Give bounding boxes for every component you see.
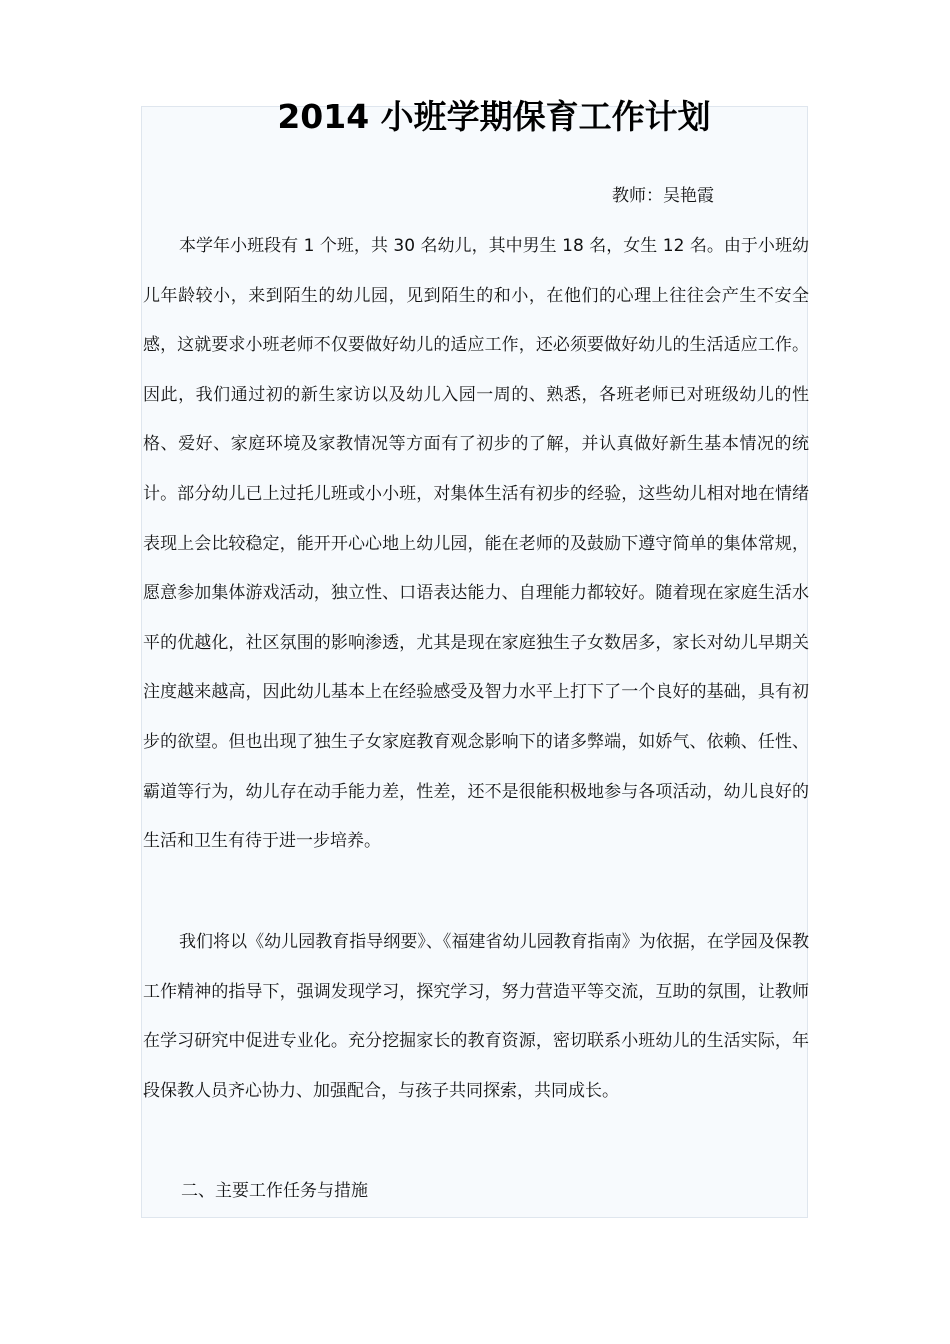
author-line: 教师：吴艳霞 [612,186,714,206]
paragraph-guiding-principles: 我们将以《幼儿园教育指导纲要》、《福建省幼儿园教育指南》为依据，在学园及保教工作精神的指导下，强调发现学习，探究学习，努力营造平等交流，互助的氛围，让教师在学习研究中促进专业化。充分挖掘家长的教育资源，密切联系小班幼儿的生活实际，年段保教人员齐心协力、加强配合，与孩子共同探索，共同成长。 [143,932,809,1101]
section-heading: 二、主要工作任务与措施 [181,1181,368,1201]
paragraph-class-overview: 本学年小班段有 1 个班，共 30 名幼儿，其中男生 18 名，女生 12 名。由于小班幼儿年龄较小，来到陌生的幼儿园，见到陌生的和小，在他们的心理上往往会产生不安全感，这就要求小班老师不仅要做好幼儿的适应工作，还必须要做好幼儿的生活适应工作。因此，我们通过初的新生家访以及幼儿入园一周的、熟悉，各班老师已对班级幼儿的性格、爱好、家庭环境及家教情况等方面有了初步的了解，并认真做好新生基本情况的统计。部分幼儿已上过托儿班或小小班，对集体生活有初步的经验，这些幼儿相对地在情绪表现上会比较稳定，能开开心心地上幼儿园，能在老师的及鼓励下遵守简单的集体常规，愿意参加集体游戏活动，独立性、口语表达能力、自理能力都较好。随着现在家庭生活水平的优越化，社区氛围的影响渗透，尤其是现在家庭独生子女数居多，家长对幼儿早期关注度越来越高，因此幼儿基本上在经验感受及智力水平上打下了一个良好的基础，具有初步的欲望。但也出现了独生子女家庭教育观念影响下的诸多弊端，如娇气、依赖、任性、霸道等行为，幼儿存在动手能力差，性差，还不是很能积极地参与各项活动，幼儿良好的生活和卫生有待于进一步培养。 [143,236,809,852]
document-title: 2014 小班学期保育工作计划 [277,97,711,136]
